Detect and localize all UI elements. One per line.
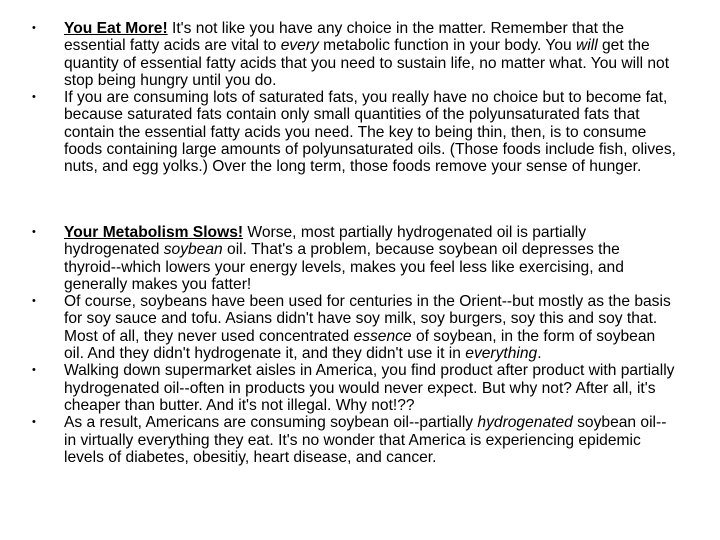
emphasis: every xyxy=(280,37,319,55)
bullet-list-eat-more xyxy=(0,20,720,176)
bullet-icon: • xyxy=(32,91,36,104)
item-text: Walking down supermarket aisles in America, you find product after product with partially hydrogenated oil--often in products you would never expect. But why not? After all, it's cheaper than butter. And it's not illegal. Why not!?? xyxy=(64,362,675,414)
text-run: oil. That's a problem, because soybean oil depresses the thyroid--which lowers your energy levels, makes you feel less like exercising, and generally makes you fatter! xyxy=(64,241,624,293)
bullet-icon: • xyxy=(32,295,36,308)
item-text xyxy=(64,20,669,89)
emphasis: soybean xyxy=(163,241,223,259)
text-run: of soybean, in the form of soybean oil. And they didn't hydrogenate it, and they didn't use it in xyxy=(64,327,656,363)
bullet-icon: • xyxy=(32,364,36,377)
text-run: Of course, soybeans have been used for centuries in the Orient--but mostly as the basis for soy sauce and tofu. Asians didn't have soy milk, soy burgers, soy this and soy that. Most of all, they never used concentrated xyxy=(64,293,671,345)
item-heading: You Eat More! xyxy=(64,20,168,37)
bullet-icon: • xyxy=(32,226,36,238)
list-item xyxy=(0,89,676,175)
list-item xyxy=(0,414,676,466)
item-text xyxy=(64,293,671,362)
text-run: get the quantity of essential fatty acids that you need to sustain life, no matter what. You will not stop being hungry until you do. xyxy=(64,37,670,89)
text-run: metabolic function in your body. You xyxy=(318,37,577,55)
item-text xyxy=(64,414,666,466)
text-run: Worse, most partially hydrogenated oil is partially hydrogenated xyxy=(64,224,586,259)
list-item xyxy=(0,224,676,293)
list-item xyxy=(0,362,676,414)
bullet-list-metabolism xyxy=(0,224,720,466)
item-text: If you are consuming lots of saturated fats, you really have no choice but to become fat, because saturated fats contain only small quantities of the polyunsaturated fats that contain the essential fatty acids you need. The key to being thin, then, is to consume foods containing large amounts of polyunsaturated oils. (Those foods include fish, olives, nuts, and egg yolks.) Over the long term, those foods remove your sense of hunger. xyxy=(64,89,676,176)
bullet-icon: • xyxy=(32,22,36,34)
item-heading: Your Metabolism Slows! xyxy=(64,224,244,241)
text-run: soybean oil--in virtually everything they eat. It's no wonder that America is experiencing epidemic levels of diabetes, obesitiy, heart disease, and cancer. xyxy=(64,414,667,466)
text-run: It's not like you have any choice in the matter. Remember that the essential fatty acids are vital to xyxy=(64,20,624,55)
bullet-icon: • xyxy=(32,416,36,429)
list-item xyxy=(0,20,676,89)
text-run: . xyxy=(537,345,542,363)
emphasis: will xyxy=(576,37,598,55)
emphasis: essence xyxy=(353,327,412,345)
emphasis: everything xyxy=(465,345,538,363)
list-item xyxy=(0,293,676,362)
emphasis: hydrogenated xyxy=(477,414,573,432)
item-text xyxy=(64,224,624,293)
text-run: As a result, Americans are consuming soybean oil--partially xyxy=(64,414,478,432)
